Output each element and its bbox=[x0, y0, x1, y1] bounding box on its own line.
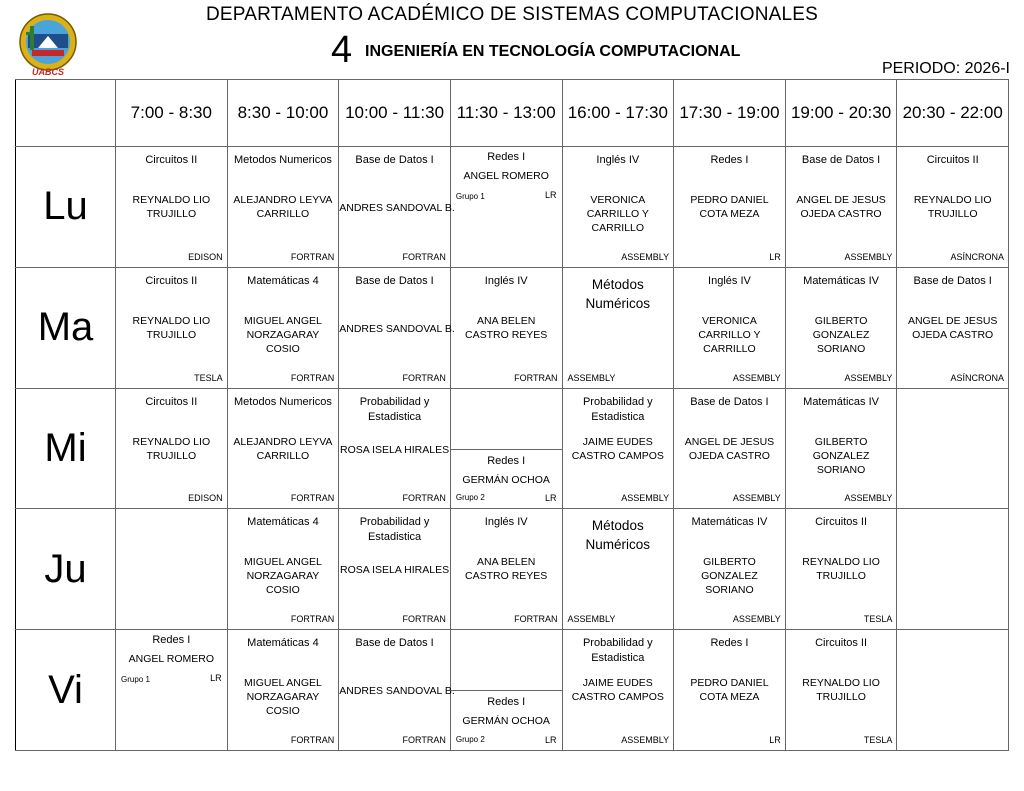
teacher-name: VERONICA CARRILLO Y CARRILLO bbox=[698, 314, 761, 355]
class-cell bbox=[116, 267, 228, 388]
room-label: FORTRAN bbox=[290, 372, 335, 383]
teacher-name: ANDRES SANDOVAL B. bbox=[339, 322, 455, 335]
department-title: DEPARTAMENTO ACADÉMICO DE SISTEMAS COMPUTACIONALES bbox=[205, 4, 819, 25]
class-cell bbox=[785, 267, 897, 388]
room-label: FORTRAN bbox=[290, 493, 335, 504]
teacher-name: REYNALDO LIO TRUJILLO bbox=[132, 194, 211, 220]
teacher-name: PEDRO DANIEL COTA MEZA bbox=[690, 194, 769, 220]
subject-name: Circuitos II bbox=[926, 154, 979, 166]
career-title: INGENIERÍA EN TECNOLOGÍA COMPUTACIONAL bbox=[365, 43, 741, 60]
class-cell bbox=[339, 388, 451, 509]
class-cell bbox=[897, 267, 1009, 388]
room-label: FORTRAN bbox=[290, 251, 335, 262]
subject-name: Inglés IV bbox=[708, 274, 751, 287]
class-cell bbox=[674, 509, 786, 630]
subject-name: Métodos Numéricos bbox=[585, 276, 651, 311]
class-cell bbox=[785, 509, 897, 630]
room-label: ASSEMBLY bbox=[732, 493, 781, 504]
empty-cell bbox=[897, 388, 1009, 509]
teacher-name: ANGEL DE JESUS OJEDA CASTRO bbox=[684, 435, 775, 462]
empty-cell bbox=[897, 630, 1009, 751]
room-label: FORTRAN bbox=[402, 493, 446, 504]
split-divider bbox=[451, 449, 562, 450]
subject-name: Matemáticas IV bbox=[691, 516, 768, 529]
teacher-name: ANA BELEN CASTRO REYES bbox=[465, 556, 548, 583]
class-cell bbox=[339, 509, 451, 630]
subject-name: Base de Datos I bbox=[690, 395, 769, 408]
subject-name: Probabilidad y Estadistica bbox=[359, 395, 430, 423]
subject-name: Circuitos II bbox=[145, 395, 198, 408]
time-header: 10:00 - 11:30 bbox=[339, 80, 451, 147]
class-cell bbox=[450, 267, 562, 388]
day-label: Mi bbox=[16, 388, 116, 509]
logo-text: UABCS bbox=[31, 67, 65, 77]
group-label: Grupo 1 bbox=[121, 675, 150, 685]
schedule-table bbox=[15, 79, 1009, 751]
room-label: LR bbox=[769, 251, 781, 262]
subject-name: Matemáticas IV bbox=[803, 395, 879, 408]
room-label: EDISON bbox=[188, 493, 223, 504]
subject-name: Probabilidad y Estadistica bbox=[359, 516, 430, 544]
room-label: ASSEMBLY bbox=[732, 372, 781, 383]
class-cell bbox=[450, 630, 562, 751]
teacher-name: ANGEL DE JESUS OJEDA CASTRO bbox=[907, 314, 998, 341]
room-label: ASSEMBLY bbox=[844, 251, 893, 262]
room-label: LR bbox=[210, 673, 222, 684]
teacher-name: REYNALDO LIO TRUJILLO bbox=[132, 314, 211, 341]
class-cell bbox=[562, 509, 674, 630]
teacher-name: MIGUEL ANGEL NORZAGARAY COSIO bbox=[244, 677, 322, 718]
subject-name: Métodos Numéricos bbox=[585, 518, 651, 553]
teacher-name: GERMÁN OCHOA bbox=[462, 715, 550, 728]
teacher-name: REYNALDO LIO TRUJILLO bbox=[802, 556, 880, 583]
class-cell bbox=[339, 630, 455, 751]
teacher-name: REYNALDO LIO TRUJILLO bbox=[913, 194, 992, 220]
subject-name: Inglés IV bbox=[596, 154, 640, 166]
room-label: FORTRAN bbox=[514, 614, 558, 625]
subject-name: Redes I bbox=[710, 637, 749, 650]
class-cell bbox=[897, 147, 1009, 268]
teacher-name: GILBERTO GONZALEZ SORIANO bbox=[812, 435, 870, 476]
room-label: LR bbox=[544, 735, 557, 745]
time-header: 17:30 - 19:00 bbox=[674, 80, 786, 147]
room-label: FORTRAN bbox=[290, 735, 335, 745]
group-label: Grupo 2 bbox=[455, 735, 485, 744]
room-label: TESLA bbox=[863, 735, 893, 745]
class-cell bbox=[674, 267, 786, 388]
class-cell bbox=[116, 388, 228, 509]
time-header: 7:00 - 8:30 bbox=[116, 80, 228, 147]
teacher-name: ANGEL DE JESUS OJEDA CASTRO bbox=[796, 194, 886, 220]
day-label: Lu bbox=[16, 147, 116, 268]
room-label: ASSEMBLY bbox=[844, 372, 893, 383]
subject-name: Redes I bbox=[152, 634, 191, 647]
teacher-name: ALEJANDRO LEYVA CARRILLO bbox=[233, 194, 333, 220]
room-label: ASSEMBLY bbox=[844, 493, 893, 504]
time-header: 20:30 - 22:00 bbox=[897, 80, 1009, 147]
room-label: LR bbox=[544, 190, 557, 200]
teacher-name: MIGUEL ANGEL NORZAGARAY COSIO bbox=[244, 314, 322, 355]
class-cell bbox=[785, 147, 897, 268]
subject-name: Circuitos II bbox=[145, 274, 198, 287]
time-header: 16:00 - 17:30 bbox=[562, 80, 674, 147]
subject-name: Redes I bbox=[487, 151, 526, 163]
class-cell bbox=[116, 630, 228, 751]
teacher-name: ROSA ISELA HIRALES bbox=[339, 443, 450, 456]
subject-name: Matemáticas 4 bbox=[247, 274, 319, 287]
room-label: FORTRAN bbox=[402, 735, 446, 745]
subject-name: Matemáticas 4 bbox=[247, 516, 319, 529]
subject-name: Metodos Numericos bbox=[234, 154, 332, 166]
class-cell bbox=[227, 147, 339, 268]
day-row bbox=[16, 630, 1009, 751]
room-label: FORTRAN bbox=[402, 614, 446, 625]
day-label: Ju bbox=[16, 509, 116, 630]
subject-name: Probabilidad y Estadistica bbox=[582, 637, 653, 665]
class-cell bbox=[227, 630, 339, 751]
teacher-name: GILBERTO GONZALEZ SORIANO bbox=[701, 556, 758, 597]
time-header: 8:30 - 10:00 bbox=[227, 80, 339, 147]
class-cell bbox=[450, 147, 562, 268]
room-label: ASSEMBLY bbox=[621, 251, 670, 262]
subject-name: Base de Datos I bbox=[913, 274, 992, 287]
subject-name: Matemáticas 4 bbox=[247, 637, 319, 650]
class-cell bbox=[785, 630, 897, 751]
room-label: ASSEMBLY bbox=[732, 614, 781, 625]
subject-name: Redes I bbox=[487, 454, 526, 467]
teacher-name: ANDRES SANDOVAL B. bbox=[339, 202, 455, 214]
class-cell bbox=[562, 630, 674, 751]
time-header: 19:00 - 20:30 bbox=[785, 80, 897, 147]
teacher-name: ANDRES SANDOVAL B. bbox=[339, 685, 455, 698]
subject-name: Metodos Numericos bbox=[234, 395, 332, 408]
class-cell bbox=[674, 630, 786, 751]
subject-name: Redes I bbox=[710, 154, 749, 166]
class-cell bbox=[674, 147, 786, 268]
teacher-name: GILBERTO GONZALEZ SORIANO bbox=[812, 314, 870, 355]
subject-name: Inglés IV bbox=[484, 274, 528, 287]
period-label: PERIODO: 2026-I bbox=[881, 60, 1010, 77]
teacher-name: PEDRO DANIEL COTA MEZA bbox=[690, 677, 769, 704]
room-label: ASSEMBLY bbox=[567, 614, 616, 625]
subject-name: Redes I bbox=[487, 696, 526, 709]
teacher-name: GERMÁN OCHOA bbox=[462, 473, 550, 486]
room-label: ASÍNCRONA bbox=[950, 372, 1004, 383]
subject-name: Circuitos II bbox=[145, 154, 198, 166]
teacher-name: MIGUEL ANGEL NORZAGARAY COSIO bbox=[244, 556, 322, 597]
room-label: FORTRAN bbox=[514, 372, 558, 383]
teacher-name: ANGEL ROMERO bbox=[128, 653, 214, 666]
subject-name: Base de Datos I bbox=[355, 274, 434, 287]
day-label: Ma bbox=[16, 267, 116, 388]
day-row bbox=[16, 388, 1009, 509]
teacher-name: JAIME EUDES CASTRO CAMPOS bbox=[571, 677, 664, 704]
teacher-name: JAIME EUDES CASTRO CAMPOS bbox=[571, 435, 664, 462]
teacher-name: ROSA ISELA HIRALES bbox=[339, 564, 450, 577]
teacher-name: ANGEL ROMERO bbox=[463, 170, 549, 182]
room-label: FORTRAN bbox=[402, 372, 446, 383]
room-label: ASSEMBLY bbox=[567, 372, 616, 383]
teacher-name: VERONICA CARRILLO Y CARRILLO bbox=[586, 194, 649, 234]
empty-cell bbox=[897, 509, 1009, 630]
room-label: FORTRAN bbox=[290, 614, 335, 625]
subject-name: Base de Datos I bbox=[355, 637, 434, 650]
teacher-name: ALEJANDRO LEYVA CARRILLO bbox=[233, 435, 333, 462]
day-row bbox=[16, 509, 1009, 630]
class-cell bbox=[227, 267, 339, 388]
room-label: FORTRAN bbox=[402, 251, 446, 262]
subject-name: Probabilidad y Estadistica bbox=[582, 395, 653, 423]
class-cell bbox=[562, 267, 674, 388]
subject-name: Inglés IV bbox=[484, 516, 528, 529]
empty-cell bbox=[116, 509, 228, 630]
room-label: EDISON bbox=[188, 251, 223, 262]
room-label: ASSEMBLY bbox=[621, 493, 670, 504]
teacher-name: ANA BELEN CASTRO REYES bbox=[465, 314, 548, 341]
class-cell bbox=[450, 388, 562, 509]
day-row bbox=[16, 267, 1009, 388]
day-row bbox=[16, 147, 1009, 268]
class-cell bbox=[450, 509, 562, 630]
subject-name: Base de Datos I bbox=[801, 154, 881, 166]
class-cell bbox=[227, 509, 339, 630]
class-cell bbox=[562, 388, 674, 509]
day-label: Vi bbox=[16, 630, 116, 751]
time-header: 11:30 - 13:00 bbox=[450, 80, 562, 147]
subject-name: Circuitos II bbox=[815, 516, 868, 529]
split-divider bbox=[451, 690, 562, 691]
class-cell bbox=[116, 147, 228, 268]
subject-name: Base de Datos I bbox=[355, 154, 434, 166]
subject-name: Matemáticas IV bbox=[803, 274, 879, 287]
semester-number: 4 bbox=[331, 29, 353, 71]
class-cell bbox=[674, 388, 786, 509]
group-label: Grupo 2 bbox=[455, 493, 485, 503]
subject-name: Circuitos II bbox=[815, 637, 868, 650]
teacher-name: REYNALDO LIO TRUJILLO bbox=[132, 435, 211, 462]
room-label: TESLA bbox=[863, 614, 893, 625]
room-label: LR bbox=[544, 493, 557, 504]
room-label: LR bbox=[769, 735, 781, 745]
teacher-name: REYNALDO LIO TRUJILLO bbox=[802, 677, 880, 704]
class-cell bbox=[339, 267, 455, 388]
class-cell bbox=[339, 147, 455, 268]
class-cell bbox=[785, 388, 897, 509]
class-cell bbox=[562, 147, 674, 268]
class-cell bbox=[227, 388, 339, 509]
corner-cell bbox=[16, 80, 116, 147]
header-row bbox=[16, 80, 1009, 147]
group-label: Grupo 1 bbox=[455, 192, 485, 201]
room-label: ASSEMBLY bbox=[621, 735, 670, 745]
room-label: ASÍNCRONA bbox=[950, 251, 1004, 262]
room-label: TESLA bbox=[194, 372, 223, 383]
